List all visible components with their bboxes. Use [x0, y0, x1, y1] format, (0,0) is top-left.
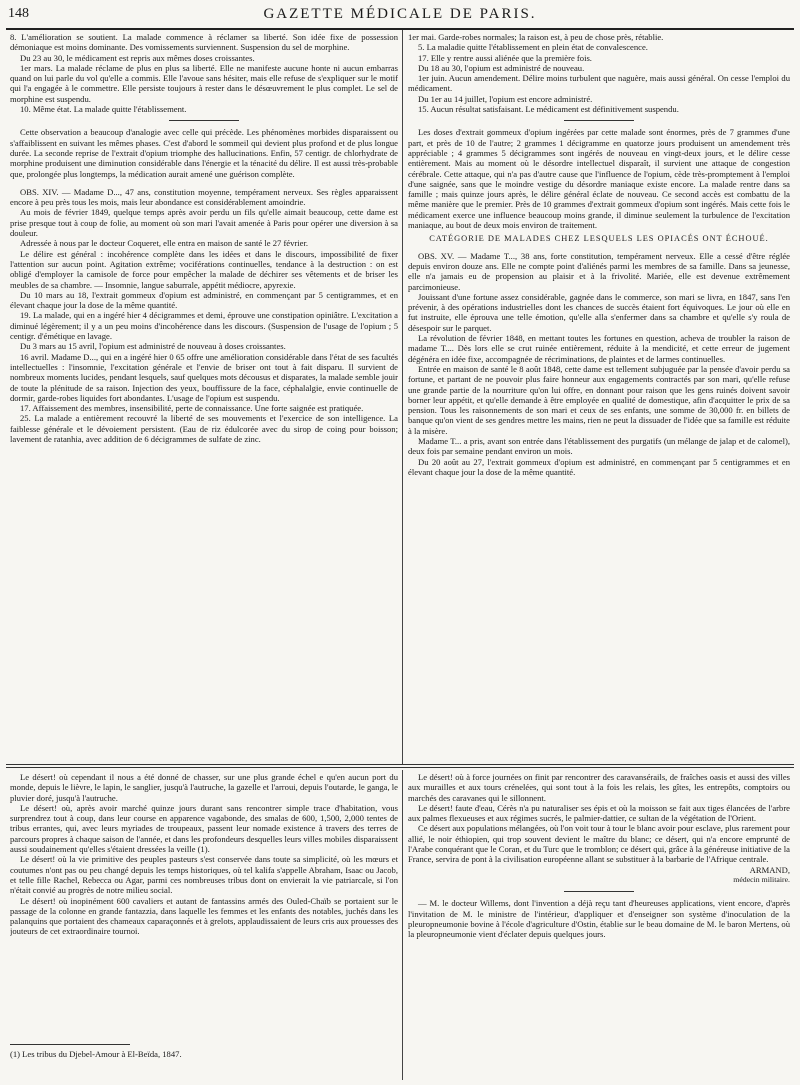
- header-rule: [6, 28, 794, 30]
- section-heading: CATÉGORIE DE MALADES CHEZ LESQUELS LES OPIACÉS ONT ÉCHOUÉ.: [429, 234, 769, 244]
- paragraph: 1er mai. Garde-robes normales; la raison est, à peu de chose près, rétablie.: [408, 32, 664, 42]
- paragraph: 17. Elle y rentre aussi aliénée que la première fois.: [418, 52, 592, 63]
- feuilleton-right-column: [408, 772, 790, 1072]
- masthead-title: GAZETTE MÉDICALE DE PARIS.: [263, 6, 537, 22]
- paragraph: Le désert! où inopinément 600 cavaliers et autant de fantassins armés des Ouled-Chaïb se portaient sur le passage de la colonne en grande fantazzia, dans laquelle les femmes et les enfants des notables, juchés dans les palanquins que portaient des chameaux caparaçonnés et à grelots, applaudissaient de leurs cris aux prouesses des jouteurs de cet extraordinaire tournoi.: [10, 895, 398, 937]
- paragraph: 17. Affaissement des membres, insensibilité, perte de connaissance. Une forte saignée est pratiquée.: [20, 403, 364, 414]
- paragraph: Jouissant d'une fortune assez considérable, gagnée dans le commerce, son mari se livra, en 1847, sans l'en prévenir, à des opérations industrielles dont les chances de succès étaient fort équivoques. Le jour où elle en fut instruite, elle éprouva une telle émotion, qu'elle alla s'enfermer dans sa chambre et qu'elle s'y roula de désespoir sur le parquet.: [408, 291, 790, 333]
- paragraph: Le désert! où à force journées on finit par rencontrer des caravansérails, de fraîches oasis et aussi des villes aux murailles et aux tours crénelées, qui sont tout à la fois les relais, les gîtes, les entrepôts, comptoirs ou marchés des caravanes qui le sillonnent.: [408, 772, 790, 803]
- paragraph: Ce désert aux populations mélangées, où l'on voit tour à tour le blanc avoir pour esclave, plus rarement pour allié, le noir éthiopien, qui trop souvent devient le maître du blanc; ce désert, qui n'a encore emprunté de l'Arabe conquérant que le Coran, et du Turc que le tromblon; ce désert qui, grâce à la généreuse initiative de la France, servira de pont à la civilisation européenne allant se substituer à la barbarie de l'Afrique centrale.: [408, 823, 790, 865]
- paragraph: 10. Même état. La malade quitte l'établissement.: [20, 104, 187, 115]
- divider: [564, 891, 634, 892]
- paragraph: 5. La maladie quitte l'établissement en plein état de convalescence.: [418, 42, 648, 53]
- page-number: 148: [8, 6, 29, 21]
- paragraph: 16 avril. Madame D..., qui en a ingéré hier 0 65 offre une amélioration considérable dans l'état de ses facultés intellectuelles : l'insomnie, l'excitation générale et l'envie de briser ont tout à fait disparu. Il survient de nombreux moments lucides, pendant lesquels, sauf quelques mots décousus et disparates, la malade semble jouir de toute la plénitude de sa raison. Injection des yeux, bouffissure de la face, céphalalgie, envie continuelle de dormir, garde-robes liquides fort abondantes. L'usage de l'opium est suspendu.: [10, 351, 398, 403]
- column-divider: [402, 770, 403, 1080]
- footnote: (1) Les tribus du Djebel-Amour à El-Beïda, 1847.: [10, 1049, 182, 1059]
- paragraph: 25. La malade a entièrement recouvré la liberté de ses mouvements et l'exercice de son intelligence. La faiblesse générale et le dévoiement persistent. (Eau de riz édulcorée avec du sirop de coing pour boisson; lavement de ratanhia, avec addition de 6 décigrammes de sulfate de zinc.: [10, 413, 398, 444]
- paragraph: Madame T... a pris, avant son entrée dans l'établissement des purgatifs (un mélange de jalap et de calomel), deux fois par semaine pendant environ un mois.: [408, 435, 790, 457]
- paragraph: Du 20 août au 27, l'extrait gommeux d'opium est administré, en commençant par 5 centigrammes et en élevant chaque jour la dose de la même quantité.: [408, 456, 790, 477]
- paragraph: Du 18 au 30, l'opium est administré de nouveau.: [418, 62, 585, 73]
- paragraph: 8. L'amélioration se soutient. La malade commence à réclamer sa liberté. Son idée fixe de possession démoniaque est moins dominante. Des vomissements surviennent. Suspension du sel de morphine.: [10, 32, 398, 53]
- footnote-rule: [10, 1044, 130, 1045]
- paragraph: 1er juin. Aucun amendement. Délire moins turbulent que naguère, mais aussi général. On cesse l'emploi du médicament.: [408, 73, 790, 94]
- paragraph: La révolution de février 1848, en mettant toutes les fortunes en question, acheva de troubler la raison de madame T.... Dès lors elle se crut ruinée entièrement, réduite à la mendicité, et cette erreur de jugement dégénéra en idée fixe, accompagnée de récriminations, de plaintes et de larmes continuelles.: [408, 333, 790, 364]
- paragraph: Du 3 mars au 15 avril, l'opium est administré de nouveau à doses croissantes.: [20, 341, 286, 352]
- feuilleton-rule: [6, 764, 794, 765]
- paragraph: Du 10 mars au 18, l'extrait gommeux d'opium est administré, en commençant par 5 centigrammes, et en élevant chaque jour la dose de la même quantité.: [10, 289, 398, 311]
- paragraph: Entrée en maison de santé le 8 août 1848, cette dame est tellement subjuguée par la pensée d'avoir perdu sa fortune, et partant de ne pouvoir plus faire honneur aux engagements contractés par son mari, qu'elle refuse une grande partie de la nourriture qu'on lui offre, en donnant pour raison que les gens ruinés doivent savoir borner leur appétit, et qu'elle demande à être employée en qualité de domestique, afin d'acquitter le prix de sa pension. Tous les raisonnements de son mari et ceux de ses enfants, une somme de 30,000 fr. en billets de banque qu'on vient de ses gendres mettre les mains, rien ne peut la dissuader de l'idée que sa famille est réduite à la misère.: [408, 363, 790, 436]
- observation-heading: OBS. XV. — Madame T..., 38 ans, forte constitution, tempérament nerveux. Elle a cessé d'être réglée depuis environ douze ans. Elle ne compte point d'aliénés parmi les membres de sa famille. Dans sa jeunesse, elle n'a jamais eu de propension au plaisir et à la frivolité. Mariée, elle est devenue extrêmement parcimonieuse.: [408, 250, 790, 292]
- author-signature: ARMAND,: [749, 864, 790, 875]
- divider: [564, 120, 634, 121]
- left-column: [10, 32, 398, 757]
- paragraph: Du 1er au 14 juillet, l'opium est encore administré.: [418, 93, 593, 104]
- divider: [169, 120, 239, 121]
- paragraph: Cette observation a beaucoup d'analogie avec celle qui précède. Les phénomènes morbides disparaissent ou s'affaiblissent en suivant les mêmes phases. C'est d'abord le sommeil qui devient plus profond et de plus longue durée. La seconde reprise de l'extrait d'opium triomphe des hallucinations. Enfin, 57 centigr. de chlorhydrate de morphine produisent une diminution considérable dans l'énergie et la ténacité du délire. Il est aussi très-probable que, prolongée plus longtemps, la médication aurait amené une guérison complète.: [10, 127, 398, 179]
- paragraph: Le désert! où la vie primitive des peuples pasteurs s'est conservée dans toute sa simplicité, où les mœurs et coutumes n'ont pas ou peu changé depuis les temps historiques, où tel kalifa s'appelle Abraham, Isaac ou Jacob, et telle fille Rachel, Rebecca ou Agar, parmi ces nombreuses tribus dont on envierait la vie patriarcale, si l'on n'était convié au progrès de notre milieu social.: [10, 854, 398, 896]
- paragraph: Le désert! où cependant il nous a été donné de chasser, sur une plus grande échel e qu'en aucun port du monde, depuis le lièvre, le lapin, le sanglier, jusqu'à l'autruche, la gazelle et l'arroui, depuis l'outarde, le ganga, le pluvier doré, jusqu'à l'autruche.: [10, 772, 398, 803]
- paragraph: Du 23 au 30, le médicament est repris aux mêmes doses croissantes.: [20, 52, 255, 63]
- paragraph: 19. La malade, qui en a ingéré hier 4 décigrammes et demi, éprouve une constipation opiniâtre. L'excitation a diminué légèrement; il y a un peu moins d'incohérence dans les discours. (Suspension de l'usage de l'opium ; 5 centigr. d'émétique en lavage.: [10, 310, 398, 342]
- paragraph: Les doses d'extrait gommeux d'opium ingérées par cette malade sont énormes, près de 7 grammes d'une part, et près de 10 de l'autre; 2 grammes 1 décigramme en quatorze jours produisent un amendement très appréciable ; 4 grammes 5 décigrammes sont ingérés de nouveau en vingt-deux jours, et le délire cesse entièrement. Mais au moment où le désordre intellectuel disparaît, il survient une attaque de congestion cérébrale. Cette attaque, qui n'a pas d'autre cause que l'influence de l'opium, cède très-promptement à l'emploi d'une saignée, sans que le moindre vestige du désordre maniaque existe encore. La malade rentre dans sa famille ; mais quinze jours après, le délire général éclate de nouveau. Ce second accès est combattu de la même manière que le premier. Près de 10 grammes d'extrait gommeux d'opium sont ingérés. Mais cette fois le médicament exerce une influence beaucoup moins grande, il diminue seulement la turbulence de l'excitation maniaque, au bout de deux mois environ de traitement.: [408, 127, 790, 231]
- paragraph: 15. Aucun résultat satisfaisant. Le médicament est définitivement suspendu.: [418, 104, 679, 115]
- feuilleton-left-column: [10, 772, 398, 1042]
- column-divider: [402, 30, 403, 764]
- paragraph: Adressée à nous par le docteur Coqueret, elle entra en maison de santé le 27 février.: [20, 238, 309, 249]
- news-notice: — M. le docteur Willems, dont l'invention a déjà reçu tant d'heureuses applications, vient encore, d'après l'invitation de M. le ministre de l'intérieur, d'appliquer et d'enseigner son système d'inoculation de la pleuropneumonie bovine à l'école d'agriculture d'Ostin, établie sur le beau domaine de M. le baron Mertens, où la pleuropneumonie vient d'éclater depuis quelques jours.: [408, 898, 790, 940]
- feuilleton-rule: [6, 767, 794, 768]
- paragraph: Le désert! où, après avoir marché quinze jours durant sans rencontrer simple trace d'habitation, vous surprendrez tout à coup, dans leur course en apparence vagabonde, des smalas de 600, 1,500, 2,000 tentes de tribus errantes, qui, avec leurs myriades de troupeaux, passent leur nomade existence à travers des terres de parcours propres à chaque saison de l'année, et dans les profondeurs desquelles leurs villes mobiles disparaissent aussi soudainement qu'elles s'étaient dressées la veille (1).: [10, 802, 398, 855]
- paragraph: Le délire est général : incohérence complète dans les idées et dans le discours, impossibilité de fixer l'attention sur aucun point. Agitation extrême; vociférations continuelles, tendance à la destruction : on est obligé d'employer la camisole de force pour empêcher la malade de déchirer ses vêtements et de briser les meubles de sa chambre. — Insomnie, langue saburrale, appétit médiocre, apyrexie.: [10, 248, 398, 290]
- paragraph: Au mois de février 1849, quelque temps après avoir perdu un fils qu'elle aimait beaucoup, cette dame est prise presque tout à coup de folie, au moment où son mari l'avait amenée à Paris pour opérer une diversion à sa douleur.: [10, 207, 398, 239]
- paragraph: 1er mars. La malade réclame de plus en plus sa liberté. Elle ne manifeste aucune honte ni aucun embarras quand on lui parle du vol qu'elle a commis. Elle l'avoue sans hésiter, mais elle refuse de s'expliquer sur le motif qui l'a engagée à le commettre. Elle persiste toujours à rester dans le désœuvrement le plus complet. Le sel de morphine est suspendu.: [10, 62, 398, 104]
- paragraph: Le désert! faute d'eau, Cérès n'a pu naturaliser ses épis et où la moisson se fait aux tiges élancées de l'arbre aux palmes flexueuses et aux régimes sucrés, le palmier-dattier, ce sultan de la végétation de l'Orient.: [408, 802, 790, 824]
- author-title: médecin militaire.: [733, 874, 790, 884]
- right-column: [408, 32, 790, 757]
- observation-heading: OBS. XIV. — Madame D..., 47 ans, constitution moyenne, tempérament nerveux. Ses règles apparaissent encore à peu près tous les mois, mais leur abondance est considérablement amoindrie.: [10, 186, 398, 208]
